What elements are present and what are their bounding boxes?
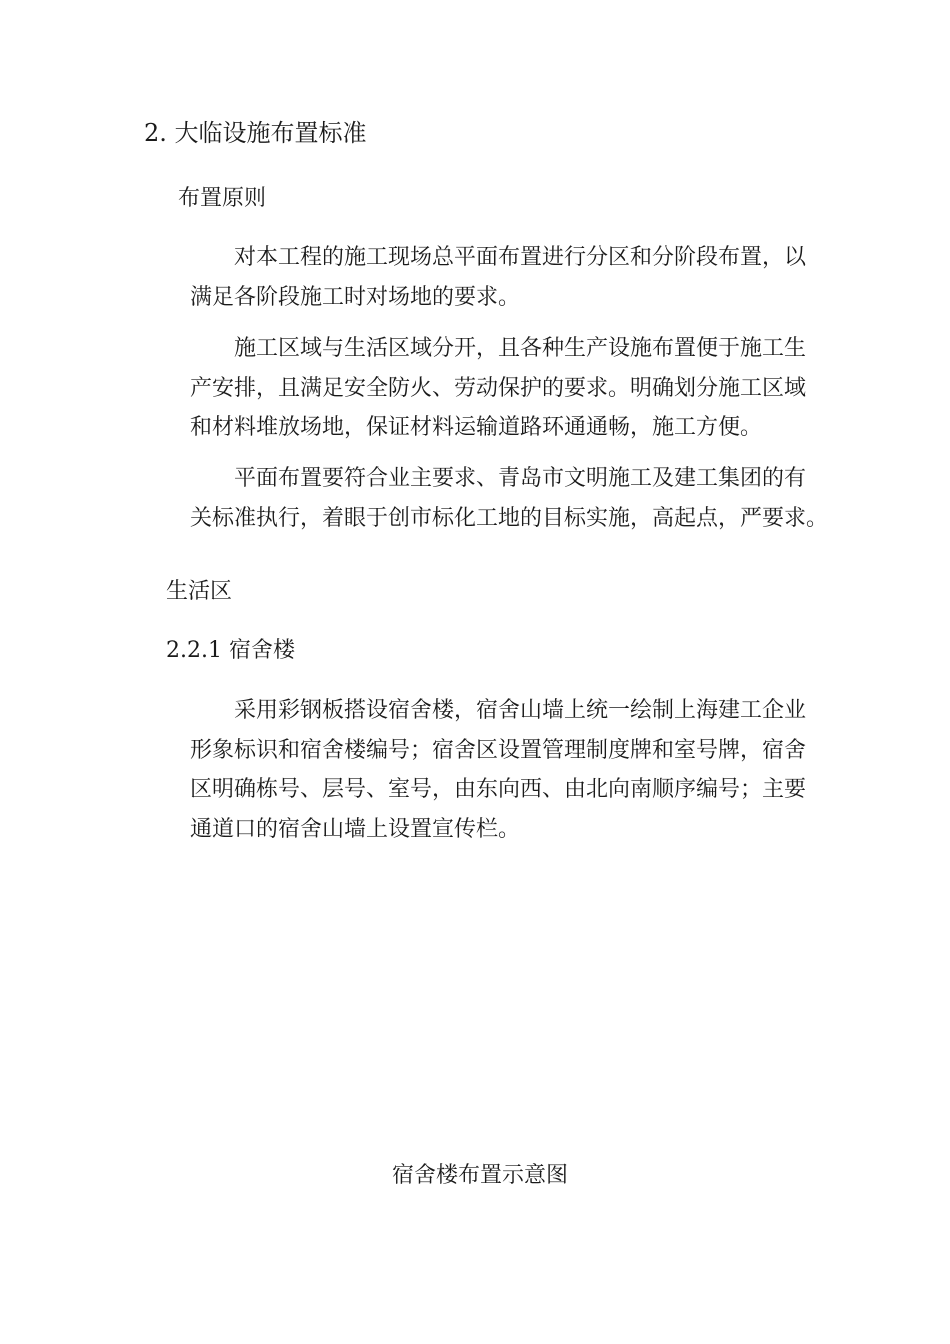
paragraph-1-line-1: 对本工程的施工现场总平面布置进行分区和分阶段布置，以 — [234, 245, 807, 270]
paragraph-1-line-2: 满足各阶段施工时对场地的要求。 — [190, 285, 521, 310]
dormitory-line-1: 采用彩钢板搭设宿舍楼，宿舍山墙上统一绘制上海建工企业 — [234, 698, 807, 723]
section-heading: 2. 大临设施布置标准 — [144, 119, 367, 147]
subheading-dormitory: 2.2.1 宿舍楼 — [166, 638, 295, 663]
paragraph-2-line-2: 产安排，且满足安全防火、劳动保护的要求。明确划分施工区域 — [190, 376, 807, 401]
dormitory-line-4: 通道口的宿舍山墙上设置宣传栏。 — [190, 817, 521, 842]
dormitory-line-3: 区明确栋号、层号、室号，由东向西、由北向南顺序编号；主要 — [190, 777, 807, 802]
paragraph-3-line-2: 关标准执行，着眼于创市标化工地的目标实施，高起点，严要求。 — [190, 506, 829, 531]
paragraph-2-line-3: 和材料堆放场地，保证材料运输道路环通通畅，施工方便。 — [190, 415, 763, 440]
dormitory-line-2: 形象标识和宿舍楼编号；宿舍区设置管理制度牌和室号牌，宿舍 — [190, 738, 807, 763]
subheading-layout-principles: 布置原则 — [178, 186, 267, 211]
paragraph-2-line-1: 施工区域与生活区域分开，且各种生产设施布置便于施工生 — [234, 336, 807, 361]
figure-caption: 宿舍楼布置示意图 — [392, 1163, 569, 1188]
subheading-living-area: 生活区 — [166, 579, 233, 604]
paragraph-3-line-1: 平面布置要符合业主要求、青岛市文明施工及建工集团的有 — [234, 466, 807, 491]
